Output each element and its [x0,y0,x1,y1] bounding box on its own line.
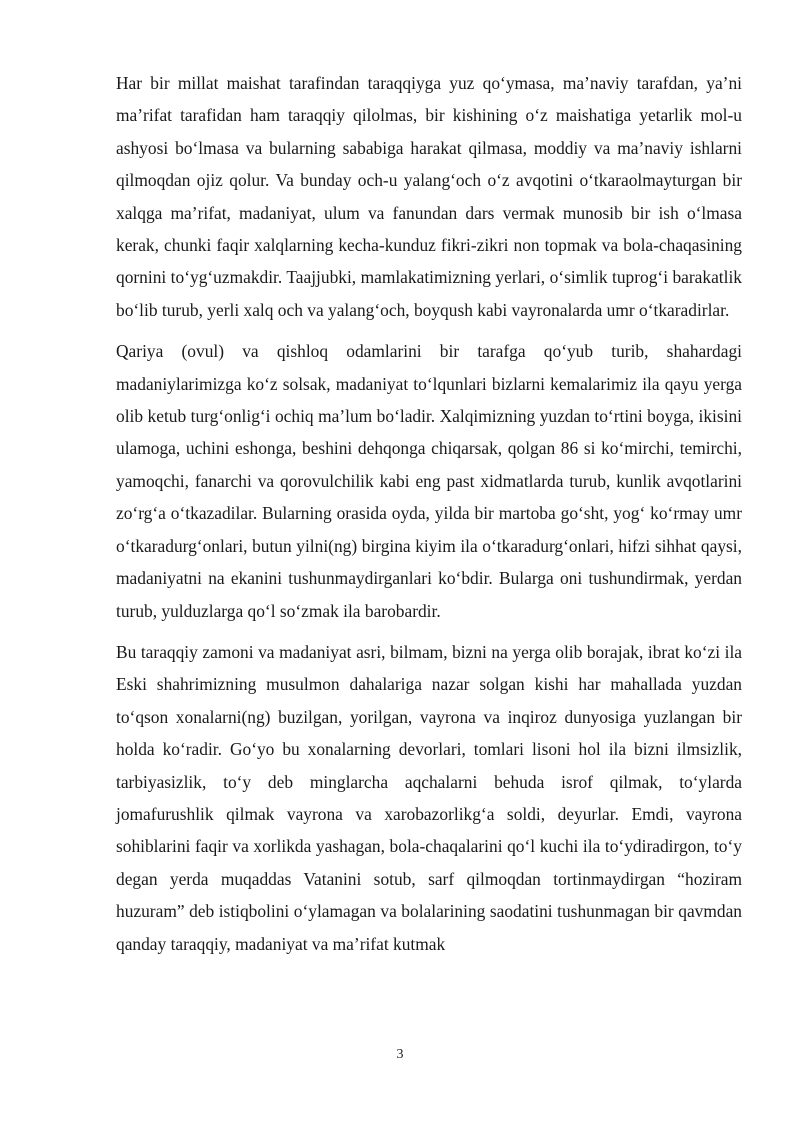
page-number: 3 [396,1047,404,1062]
paragraph-2: Qariya (ovul) va qishloq odamlarini bir tarafga qo‘yub turib, shahardagi madaniylarimizga ko‘z solsak, madaniyat to‘lqunlari bizlarni kemalarimiz ila qayu yerga olib ketub turg‘onlig‘i ochiq ma’lum bo‘ladir. Xalqimizning yuzdan to‘rtini boyga, ikisini ulamoga, uchini eshonga, beshini dehqonga chiqarsak, qolgan 86 si ko‘mirchi, temirchi, yamoqchi, fanarchi va qorovulchilik kabi eng past xidmatlarda turub, kunlik avqotlarini zo‘rg‘a o‘tkazadilar. Bularning orasida oyda, yilda bir martoba go‘sht, yog‘ ko‘rmay umr o‘tkaradurg‘onlari, butun yilni(ng) birgina kiyim ila o‘tkaradurg‘onlari, hifzi sihhat qaysi, madaniyatni na ekanini tushunmaydirganlari ko‘bdir. Bularga oni tushundirmak, yerdan turub, yulduzlarga qo‘l so‘zmak ila barobardir. [116,341,742,621]
paragraph-1: Har bir millat maishat tarafindan taraqqiyga yuz qo‘ymasa, ma’naviy tarafdan, ya’ni ma’rifat tarafidan ham taraqqiy qilolmas, bir kishining o‘z maishatiga yetarlik mol-u ashyosi bo‘lmasa va bularning sababiga harakat qilmasa, moddiy va ma’naviy ishlarni qilmoqdan ojiz qolur. Va bunday och-u yalang‘och o‘z avqotini o‘tkaraolmayturgan bir xalqga ma’rifat, madaniyat, ulum va fanundan dars vermak munosib bir ish o‘lmasa kerak, chunki faqir xalqlarning kecha-kunduz fikri-zikri non topmak va bola-chaqasining qornini to‘yg‘uzmakdir. Taajjubki, mamlakatimizning yerlari, o‘simlik tuprog‘i barakatlik bo‘lib turub, yerli xalq och va yalang‘och, boyqush kabi vayronalarda umr o‘tkaradirlar. [116,73,742,320]
paragraph-3: Bu taraqqiy zamoni va madaniyat asri, bilmam, bizni na yerga olib borajak, ibrat ko‘zi ila Eski shahrimizning musulmon dahalariga nazar solgan kishi har mahallada yuzdan to‘qson xonalarni(ng) buzilgan, yorilgan, vayrona va inqiroz dunyosiga yuzlangan bir holda ko‘radir. Go‘yo bu xonalarning devorlari, tomlari lisoni hol ila bizni ilmsizlik, tarbiyasizlik, to‘y deb minglarcha aqchalarni behuda isrof qilmak, to‘ylarda jomafurushlik qilmak vayrona va xarobazorlikg‘a soldi, deyurlar. Emdi, vayrona sohiblarini faqir va xorlikda yashagan, bola-chaqalarini qo‘l kuchi ila to‘ydiradirgon, to‘y degan yerda muqaddas Vatanini sotub, sarf qilmoqdan tortinmaydirgan “hoziram huzuram” deb istiqbolini o‘ylamagan va bolalarining saodatini tushunmagan bir qavmdan qanday taraqqiy, madaniyat va ma’rifat kutmak [116,641,742,954]
document-body [116,67,742,969]
